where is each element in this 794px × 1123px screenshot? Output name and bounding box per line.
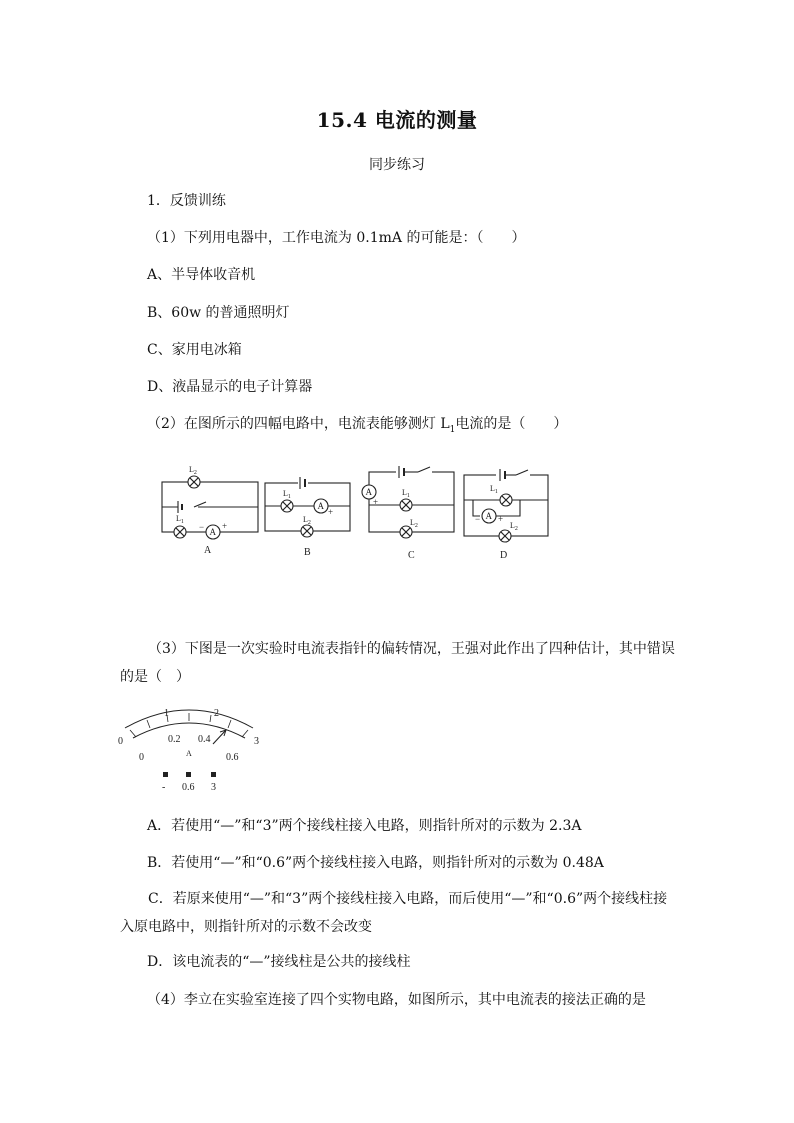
dial-ticks xyxy=(130,713,248,737)
plus-sign: + xyxy=(498,514,504,524)
terminal-label-0-6: 0.6 xyxy=(182,782,195,793)
upper-scale-1: 1 xyxy=(164,708,169,719)
caption-c: C xyxy=(408,550,415,561)
label-l2: $L_2$ xyxy=(410,518,418,529)
lower-scale-0-6: 0.6 xyxy=(226,752,239,763)
question-1-stem: （1）下列用电器中，工作电流为 0.1mA 的可能是：（ ） xyxy=(147,230,526,246)
minus-sign: − xyxy=(475,514,481,524)
lamp-l1-icon xyxy=(400,499,412,511)
caption-b: B xyxy=(304,547,311,558)
circuit-d xyxy=(464,469,548,542)
ammeter-letter: A xyxy=(365,487,372,497)
lower-scale-0-4: 0.4 xyxy=(198,734,211,745)
lamp-l1-icon xyxy=(500,494,512,506)
circuit-b xyxy=(265,477,350,537)
ammeter-letter: A xyxy=(209,527,216,537)
question-3-option-a: A．若使用“—”和“3”两个接线柱接入电路，则指针所对的示数为 2.3A xyxy=(147,818,582,834)
label-l2: $L_2$ xyxy=(303,515,311,526)
section-heading: 1．反馈训练 xyxy=(147,193,226,209)
terminal-3 xyxy=(211,772,216,777)
question-2-stem xyxy=(147,414,567,440)
lamp-l2-icon xyxy=(400,526,412,538)
page-subtitle: 同步练习 xyxy=(369,157,425,173)
label-l1: $L_1$ xyxy=(176,514,184,525)
caption-a: A xyxy=(204,545,212,556)
question-2-stem-subscript: 1 xyxy=(449,424,456,435)
ammeter-letter: A xyxy=(485,511,492,521)
lamp-l2-icon xyxy=(499,530,511,542)
ammeter-letter: A xyxy=(317,501,324,511)
lower-scale-0: 0 xyxy=(139,752,144,763)
question-3-option-c-text: C．若原来使用“—”和“3”两个接线柱接入电路，而后使用“—”和“0.6”两个接线柱接入原电路中，则指针所对的示数不会改变 xyxy=(120,891,668,935)
terminal-label-negative: - xyxy=(162,782,166,793)
ammeter-dial xyxy=(115,698,265,793)
question-3-stem xyxy=(120,635,680,691)
question-2-stem-text: （2）在图所示的四幅电路中，电流表能够测灯 L xyxy=(147,416,450,432)
dial-inner-arc xyxy=(133,723,245,738)
question-3-option-d: D．该电流表的“—”接线柱是公共的接线柱 xyxy=(147,954,411,970)
question-4-stem: （4）李立在实验室连接了四个实物电路，如图所示，其中电流表的接法正确的是 xyxy=(147,992,646,1008)
label-l1: $L_1$ xyxy=(402,488,410,499)
question-1-option-d: D、液晶显示的电子计算器 xyxy=(147,379,313,395)
question-1-option-b: B、60w 的普通照明灯 xyxy=(147,305,290,321)
page-title: 15.4 电流的测量 xyxy=(316,108,478,132)
unit-label: A xyxy=(186,749,192,758)
question-1-option-a: A、半导体收音机 xyxy=(147,267,256,283)
question-3-option-b: B．若使用“—”和“0.6”两个接线柱接入电路，则指针所对的示数为 0.48A xyxy=(147,855,604,871)
lamp-l2-icon xyxy=(188,476,200,488)
plus-sign: + xyxy=(328,507,334,517)
upper-scale-2: 2 xyxy=(214,708,219,719)
terminal-0-6 xyxy=(186,772,191,777)
needle xyxy=(213,730,226,744)
lamp-l1-icon xyxy=(281,500,293,512)
question-2-stem-tail: 电流的是（ ） xyxy=(455,416,568,432)
upper-scale-0: 0 xyxy=(118,736,123,747)
lamp-l2-icon xyxy=(301,525,313,537)
plus-sign: + xyxy=(222,521,228,531)
terminal-negative xyxy=(163,772,168,777)
upper-scale-3: 3 xyxy=(254,736,259,747)
terminal-label-3: 3 xyxy=(211,782,216,793)
label-l2: $L_2$ xyxy=(510,521,518,532)
question-3-stem-text: （3）下图是一次实验时电流表指针的偏转情况，王强对此作出了四种估计，其中错误的是（ ） xyxy=(120,641,675,685)
minus-sign: − xyxy=(199,522,205,532)
label-l1: $L_1$ xyxy=(283,489,291,500)
label-l2: $L_2$ xyxy=(189,465,197,476)
lamp-l1-icon xyxy=(174,526,186,538)
question-1-option-c: C、家用电冰箱 xyxy=(147,342,242,358)
circuit-diagrams xyxy=(150,460,560,570)
label-l1: $L_1$ xyxy=(490,484,498,495)
plus-sign: + xyxy=(373,497,379,507)
lower-scale-0-2: 0.2 xyxy=(168,734,181,745)
question-3-option-c xyxy=(120,885,680,941)
caption-d: D xyxy=(500,550,508,561)
